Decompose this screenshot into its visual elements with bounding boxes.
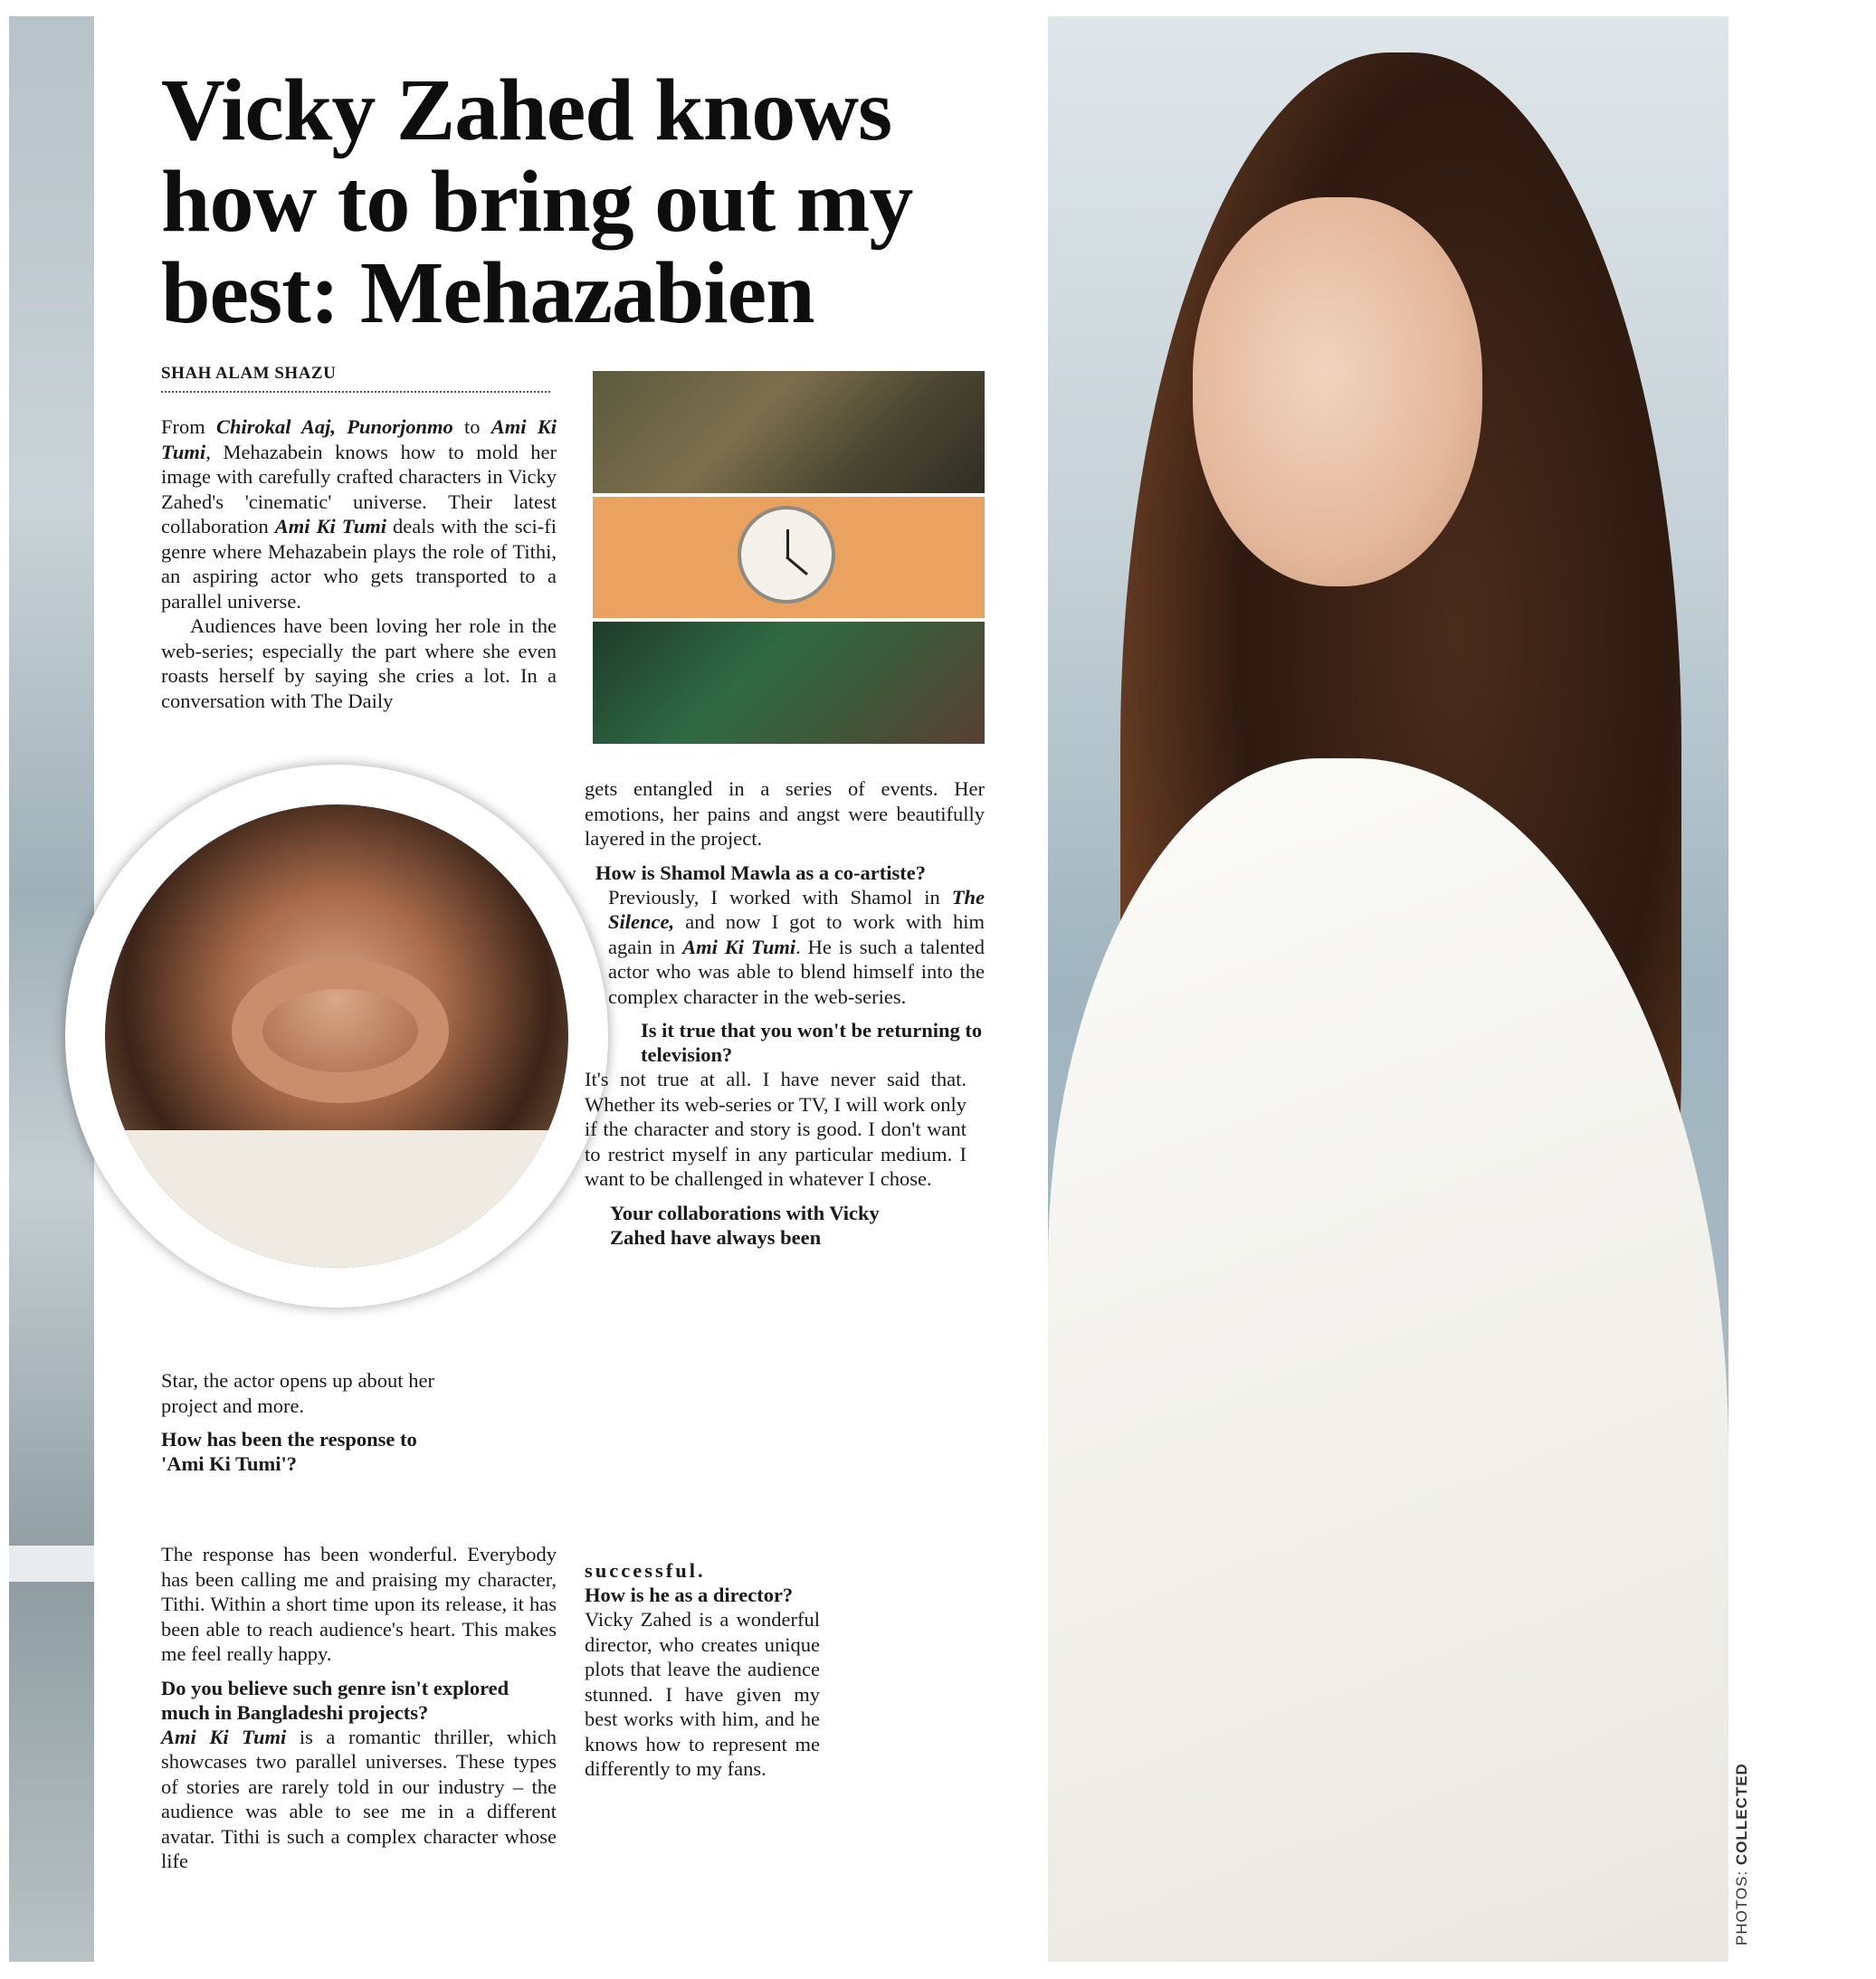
hero-face — [1193, 197, 1482, 586]
question-director: How is he as a director? — [585, 1584, 794, 1606]
heart-hands — [232, 958, 449, 1103]
paragraph-audiences: Audiences have been loving her role in the web-series; especially the part where she even roasts herself by saying she cries a lot. In a conversation with The Daily — [161, 614, 557, 712]
question-collaborations-end: successful. — [585, 1559, 706, 1582]
railing — [9, 1546, 94, 1582]
paragraph-entangled: gets entangled in a series of events. Her emotions, her pains and angst were beautifully layered in the project. — [585, 777, 985, 850]
answer-shamol: Previously, I worked with Shamol in The Silence, and now I got to work with him again in Ami Ki Tumi. He is such a talented actor who was able to blend himself into the complex character in the web-series. — [608, 885, 985, 1008]
answer-director: Vicky Zahed is a wonderful director, who creates unique plots that leave the audience stunned. I have given my best works with him, and he knows how to represent me differently to my fans. — [585, 1608, 820, 1780]
still-image-3 — [593, 622, 985, 744]
question-response: How has been the response to 'Ami Ki Tumi'? — [161, 1428, 417, 1475]
still-image-1 — [593, 371, 985, 493]
circular-portrait — [65, 765, 608, 1308]
answer-response: The response has been wonderful. Everybody has been calling me and praising my character, Tithi. Within a short time upon its release, it has been able to reach audience's heart. This makes me feel really happy. — [161, 1543, 557, 1665]
column-1-bottom-narrow — [161, 1368, 434, 1476]
question-genre: Do you believe such genre isn't explored much in Bangladeshi projects? — [161, 1676, 509, 1724]
still-image-2 — [593, 497, 985, 619]
answer-genre: Ami Ki Tumi is a romantic thriller, which showcases two parallel universes. These types of stories are rarely told in our industry – the audience was able to see me in a different avatar. Tithi is such a complex character whose life — [161, 1725, 557, 1872]
byline: SHAH ALAM SHAZU — [161, 364, 550, 393]
column-2-bottom — [585, 1558, 820, 1782]
question-television: Is it true that you won't be returning to television? — [641, 1019, 983, 1066]
headline: Vicky Zahed knows how to bring out my best: Mehazabien — [161, 62, 913, 342]
question-shamol: How is Shamol Mawla as a co-artiste? — [595, 861, 926, 884]
answer-television: It's not true at all. I have never said that. Whether its web-series or TV, I will work only if the character and story is good. I don't want to restrict myself in any particular medium. I want to be challenged in whatever I chose. — [585, 1068, 967, 1190]
photo-credit: PHOTOS: COLLECTED — [1733, 1763, 1750, 1946]
paragraph-star: Star, the actor opens up about her project and more. — [161, 1369, 434, 1417]
clock-icon — [738, 506, 835, 604]
column-1-bottom — [161, 1542, 557, 1874]
paragraph-intro: From Chirokal Aaj, Punorjonmo to Ami Ki Tumi, Mehazabein knows how to mold her image with carefully crafted characters in Vicky Zahed's 'cinematic' universe. Their latest collaboration Ami Ki Tumi deals with the sci-fi genre where Mehazabein plays the role of Tithi, an aspiring actor who gets transported to a parallel universe. — [161, 415, 557, 613]
series-stills — [593, 371, 985, 744]
hero-photo — [1048, 16, 1728, 1962]
question-collaborations: Your collaborations with Vicky Zahed have always been — [610, 1201, 880, 1249]
column-1-top — [161, 414, 557, 713]
portrait-photo — [105, 804, 568, 1268]
column-2 — [585, 776, 985, 1250]
